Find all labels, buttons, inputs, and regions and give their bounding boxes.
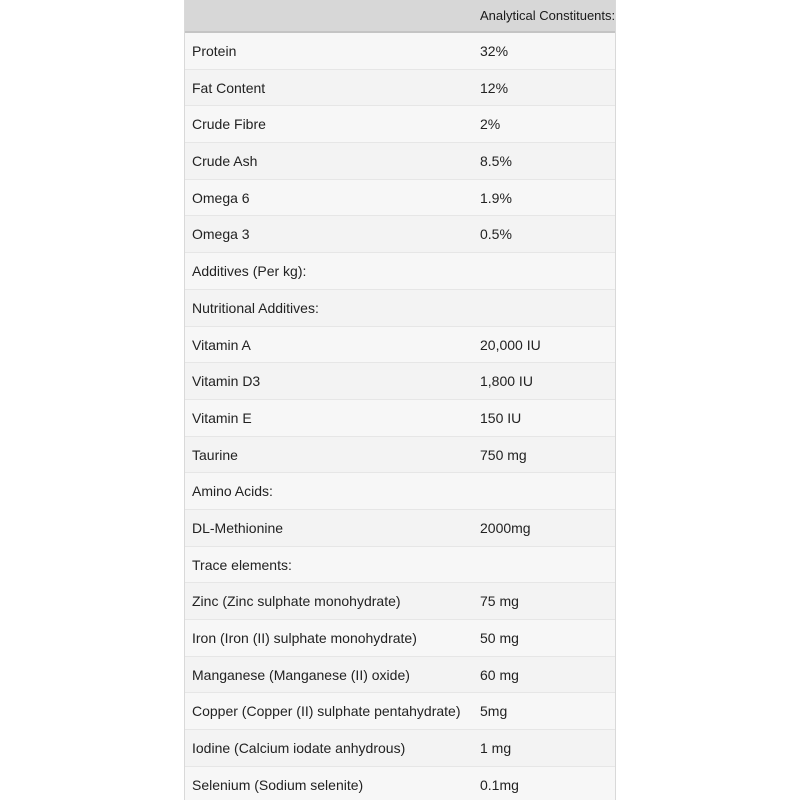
table-row [185,473,615,510]
row-value: 1.9% [480,189,512,206]
row-label: Omega 3 [192,226,250,243]
row-label: Vitamin E [192,409,252,426]
row-label: Vitamin A [192,336,251,353]
row-label: Copper (Copper (II) sulphate pentahydrate) [192,703,461,720]
row-label: Taurine [192,446,238,463]
row-value: 75 mg [480,593,519,610]
row-value: 20,000 IU [480,336,541,353]
row-value: 2000mg [480,519,531,536]
row-label: Zinc (Zinc sulphate monohydrate) [192,593,401,610]
row-label: Fat Content [192,79,266,96]
table-row [185,106,615,143]
table-row [185,657,615,694]
table-row [185,143,615,180]
row-label: Trace elements: [192,556,292,573]
row-label: Manganese (Manganese (II) oxide) [192,666,410,683]
row-label: Additives (Per kg): [192,263,307,280]
row-label: DL-Methionine [192,519,284,536]
nutrition-table [184,0,616,800]
table-header-row [185,0,615,33]
row-value: 1 mg [480,740,512,757]
table-row [185,767,615,800]
row-value: 5mg [480,703,508,720]
row-label: Vitamin D3 [192,373,261,390]
row-value: 32% [480,43,509,59]
row-value: 0.5% [480,226,512,243]
row-value: 750 mg [480,446,527,463]
table-row [185,363,615,400]
table-row [185,620,615,657]
table-header-value-column: Analytical Constituents: [480,8,616,23]
row-label: Nutritional Additives: [192,299,319,316]
table-row [185,180,615,217]
table-row [185,583,615,620]
row-label: Iodine (Calcium iodate anhydrous) [192,740,406,757]
table-row [185,253,615,290]
table-row [185,730,615,767]
row-label: Omega 6 [192,189,250,206]
table-row [185,693,615,730]
row-label: Protein [192,43,237,59]
table-row [185,70,615,107]
row-label: Crude Ash [192,153,258,170]
table-row [185,216,615,253]
table-row [185,400,615,437]
row-label: Crude Fibre [192,116,266,133]
row-value: 0.1mg [480,776,519,793]
row-label: Selenium (Sodium selenite) [192,776,364,793]
table-row [185,33,615,70]
table-row [185,437,615,474]
row-label: Amino Acids: [192,483,273,500]
row-value: 50 mg [480,630,519,646]
table-row [185,510,615,547]
table-row [185,547,615,584]
row-value: 60 mg [480,666,519,683]
row-label: Iron (Iron (II) sulphate monohydrate) [192,630,417,646]
table-row [185,290,615,327]
row-value: 1,800 IU [480,373,533,390]
row-value: 12% [480,79,509,96]
row-value: 2% [480,116,501,133]
row-value: 150 IU [480,409,522,426]
table-body [185,33,615,800]
row-value: 8.5% [480,153,512,170]
table-row [185,327,615,364]
